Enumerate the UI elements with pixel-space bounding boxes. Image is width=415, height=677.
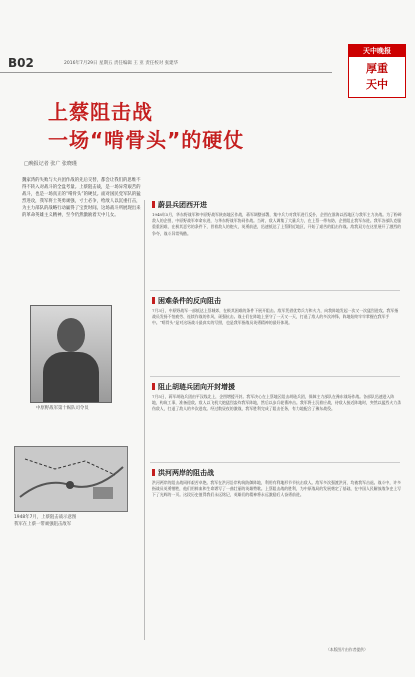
section-label-line2: 天中 bbox=[366, 78, 388, 91]
brand-name: 天中晚报 bbox=[349, 45, 405, 57]
header-divider bbox=[0, 72, 332, 73]
portrait-caption: 中原野战军第十纵队司令员 bbox=[36, 406, 89, 411]
map-caption-line1: 1948年7月，上蔡阻击战示意图 bbox=[14, 515, 77, 520]
section-heading-4: 洪河两岸的阻击战 bbox=[152, 468, 214, 478]
headline-line1: 上蔡阻击战 bbox=[48, 100, 153, 124]
issue-meta: 2016年7月29日 星期五 责任编辑 王 亚 责任校对 张建华 bbox=[64, 61, 179, 66]
section-heading-2: 困难条件的反向阻击 bbox=[152, 296, 221, 306]
map-sketch bbox=[15, 447, 127, 511]
section-body-3: 7月5日，蒋军胡琏兵团由平汉线北上，企图增援开封。我军决心在上蔡地区阻击胡琏兵团，保障主力部队在豫东战场作战。各部队迅速进入阵地，构筑工事，准备迎敌。敌人以飞机大炮猛烈轰炸我军阵地，然后以步兵轮番冲击。我军将士沉着应战，待敌人接近阵地时，突然以猛烈火力杀伤敌人，打退了敌人的多次进攻。经过数昼夜的激战，我军胜利完成了阻击任务，有力地配合了豫东战役。 bbox=[152, 394, 401, 412]
battle-map-photo bbox=[14, 446, 128, 512]
section-divider-1 bbox=[150, 290, 400, 291]
page-code: B02 bbox=[8, 56, 34, 70]
map-caption-line2: 我军在上蔡一带顽强阻击敌军 bbox=[14, 522, 72, 527]
section-label-line1: 厚重 bbox=[366, 62, 388, 75]
section-body-4: 洪河两岸的阻击战同样艰苦卓绝。我军在洪河沿岸构筑防御阵地，利用有利地形节节抗击敌人。敌军多次强渡洪河，均被我军击退。战斗中，许多指战员英勇牺牲，他们用鲜血和生命谱写了一曲壮丽的英雄赞歌。上蔡阻击战的胜利，为中原战局的发展奠定了基础，在中国人民解放战争史上写下了光辉的一页。这段历史值得我们永远铭记，英雄们的精神将永远激励后人奋勇前进。 bbox=[152, 480, 401, 498]
column-divider bbox=[144, 200, 145, 640]
section-divider-3 bbox=[150, 462, 400, 463]
footer-note: （本版图片由作者提供） bbox=[326, 647, 368, 652]
section-body-2: 7月3日，中原野战军一部抵达上蔡城郊，在极其困难的条件下展开阻击。敌军凭借优势兵力和火力，向我阵地发起一次又一次猛烈进攻。我军指战员发扬不怕疲劳、连续作战的作风，顽强抗击。战士们在阵地上坚守了一天又一天，打退了敌人的多次冲锋，阵地始终牢牢掌握在我军手中。“啃骨头”是对这场战斗最真实的写照，也是我军指战员英勇精神的最好体现。 bbox=[152, 308, 399, 326]
portrait-head bbox=[57, 318, 85, 352]
byline: □晚报记者 张广 张晓瑾 bbox=[24, 161, 77, 167]
section-heading-3: 阻止胡琏兵团向开封增援 bbox=[152, 382, 235, 392]
section-body-1: 1948年5月，华东野战军和中原野战军陕南地区作战，蒋军调整部署，集中兵力对我军进行反扑，企图在淮海以西地区与我军主力决战。为了粉碎敌人的企图，中原野战军奉命东进，与华东野战军协同作战。当时，敌人调集了大量兵力，在上蔡一带布防，企图阻止我军东进。我军各部队克服重重困难，在极其恶劣的条件下，冒着敌人的炮火，英勇前进，迅速抵达了上蔡附近地区，开始了艰苦的阻击作战。敌我双方在这里展开了激烈的争夺，战斗异常残酷。 bbox=[152, 212, 402, 236]
section-heading-1: 蔚县兵团西开进 bbox=[152, 200, 207, 210]
article-intro: 魏家湾的失败与大兵团作战的先后交替，都会让我们的思维不得不转入对战斗的全盘考量。上蔡阻击战，是一场异常艰苦的战斗，也是一场真正的“啃骨头”的硬仗。面对国民党军队的猛烈进攻，我军将士英勇顽强，寸土必争，给敌人以沉重打击，为主力部队的战略行动赢得了宝贵时间。这场战斗所展现出来的革命英雄主义精神，至今仍然激励着天中儿女。 bbox=[22, 178, 141, 218]
section-divider-2 bbox=[150, 376, 400, 377]
portrait-photo bbox=[30, 305, 112, 403]
headline-line2: 一场“啃骨头”的硬仗 bbox=[48, 128, 245, 152]
portrait-body bbox=[43, 352, 99, 402]
section-logo bbox=[348, 44, 406, 98]
